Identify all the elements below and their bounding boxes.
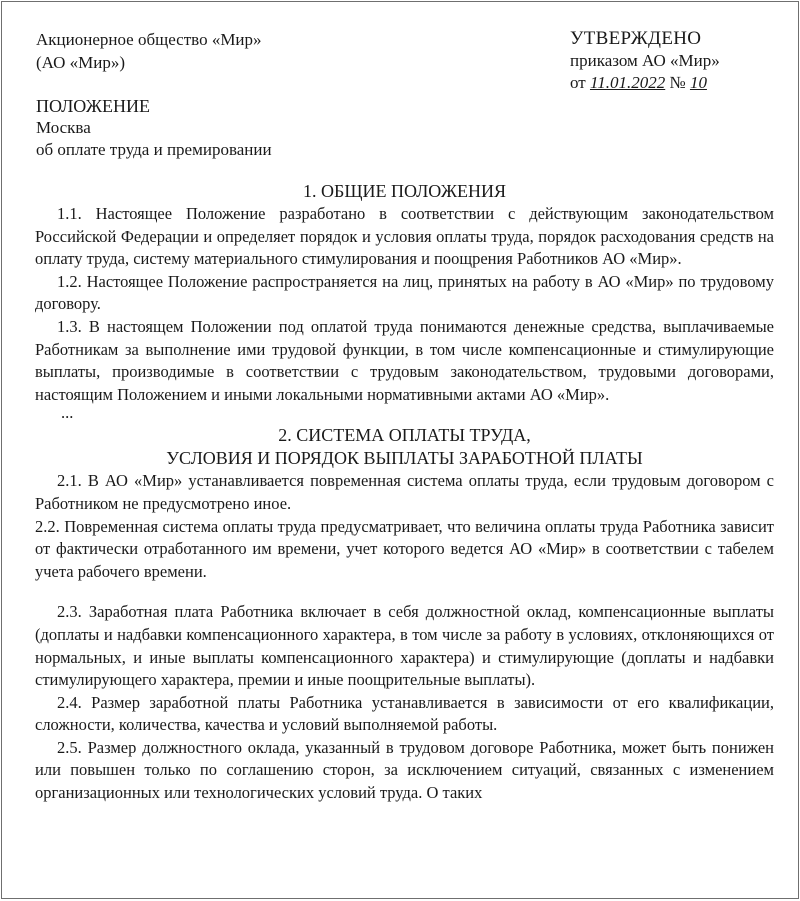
document-subject: об оплате труда и премировании bbox=[36, 140, 272, 159]
document-page bbox=[1, 1, 799, 899]
date-prefix: от bbox=[570, 73, 590, 92]
paragraph-1-3: 1.3. В настоящем Положении под оплатой труда понимаются денежные средства, выплачиваемые Работникам за выполнение ими трудовой функции, в том числе компенсационные и стимулирующие выплаты, производимые в соответствии с трудовым законодательством, трудовыми договорами, настоящим Положением и иными локальными нормативными актами АО «Мир». bbox=[35, 316, 774, 404]
document-body bbox=[35, 180, 774, 805]
paragraph-1-1: 1.1. Настоящее Положение разработано в соответствии с действующим законодательством Российской Федерации и определяет порядок и условия оплаты труда, порядок расходования средств на оплату труда, систему материального стимулирования и поощрения Работников АО «Мир». bbox=[35, 204, 774, 269]
approval-block bbox=[570, 28, 720, 94]
section-2-heading-line-2: УСЛОВИЯ И ПОРЯДОК ВЫПЛАТЫ ЗАРАБОТНОЙ ПЛАТЫ bbox=[166, 448, 643, 469]
document-type: ПОЛОЖЕНИЕ bbox=[36, 96, 150, 116]
organization-name: Акционерное общество «Мир» bbox=[36, 30, 262, 49]
spacer bbox=[35, 583, 774, 601]
paragraph-1-2: 1.2. Настоящее Положение распространяется на лиц, принятых на работу в АО «Мир» по трудовому договору. bbox=[35, 271, 774, 314]
paragraph-2-1: 2.1. В АО «Мир» устанавливается повременная система оплаты труда, если трудовым договором с Работником не предусмотрено иное. bbox=[35, 471, 774, 513]
organization-short-name: (АО «Мир») bbox=[36, 53, 125, 72]
paragraph-2-5: 2.5. Размер должностного оклада, указанный в трудовом договоре Работника, может быть понижен или повышен только по соглашению сторон, за исключением ситуаций, связанных с изменением организационных или технологических условий труда. О таких bbox=[35, 737, 774, 803]
approval-order: приказом АО «Мир» bbox=[570, 51, 720, 70]
approved-label: УТВЕРЖДЕНО bbox=[570, 28, 702, 49]
ellipsis: ... bbox=[61, 403, 74, 423]
document-city: Москва bbox=[36, 118, 91, 137]
document-title-block bbox=[36, 95, 272, 161]
approval-date-line bbox=[570, 72, 720, 94]
organization-block bbox=[36, 28, 262, 74]
paragraph-2-4: 2.4. Размер заработной платы Работника устанавливается в зависимости от его квалификации, сложности, количества, качества и условий выполняемой работы. bbox=[35, 692, 774, 735]
number-sign: № bbox=[665, 73, 690, 92]
approval-date: 11.01.2022 bbox=[589, 73, 666, 92]
paragraph-2-2: 2.2. Повременная система оплаты труда предусматривает, что величина оплаты труда Работника зависит от фактически отработанного им времени, учет которого ведется АО «Мир» в соответствии с табелем учета рабочего времени. bbox=[35, 516, 774, 581]
paragraph-2-3: 2.3. Заработная плата Работника включает в себя должностной оклад, компенсационные выплаты (доплаты и надбавки компенсационного характера, в том числе за работу в условиях, отклоняющихся от нормальных, и иные выплаты компенсационного характера) и стимулирующие (доплаты и надбавки стимулирующего характера, премии и иные поощрительные выплаты). bbox=[35, 602, 774, 690]
section-1-heading: 1. ОБЩИЕ ПОЛОЖЕНИЯ bbox=[303, 181, 506, 201]
section-2-heading-line-1: 2. СИСТЕМА ОПЛАТЫ ТРУДА, bbox=[278, 425, 531, 446]
order-number: 10 bbox=[689, 73, 707, 92]
